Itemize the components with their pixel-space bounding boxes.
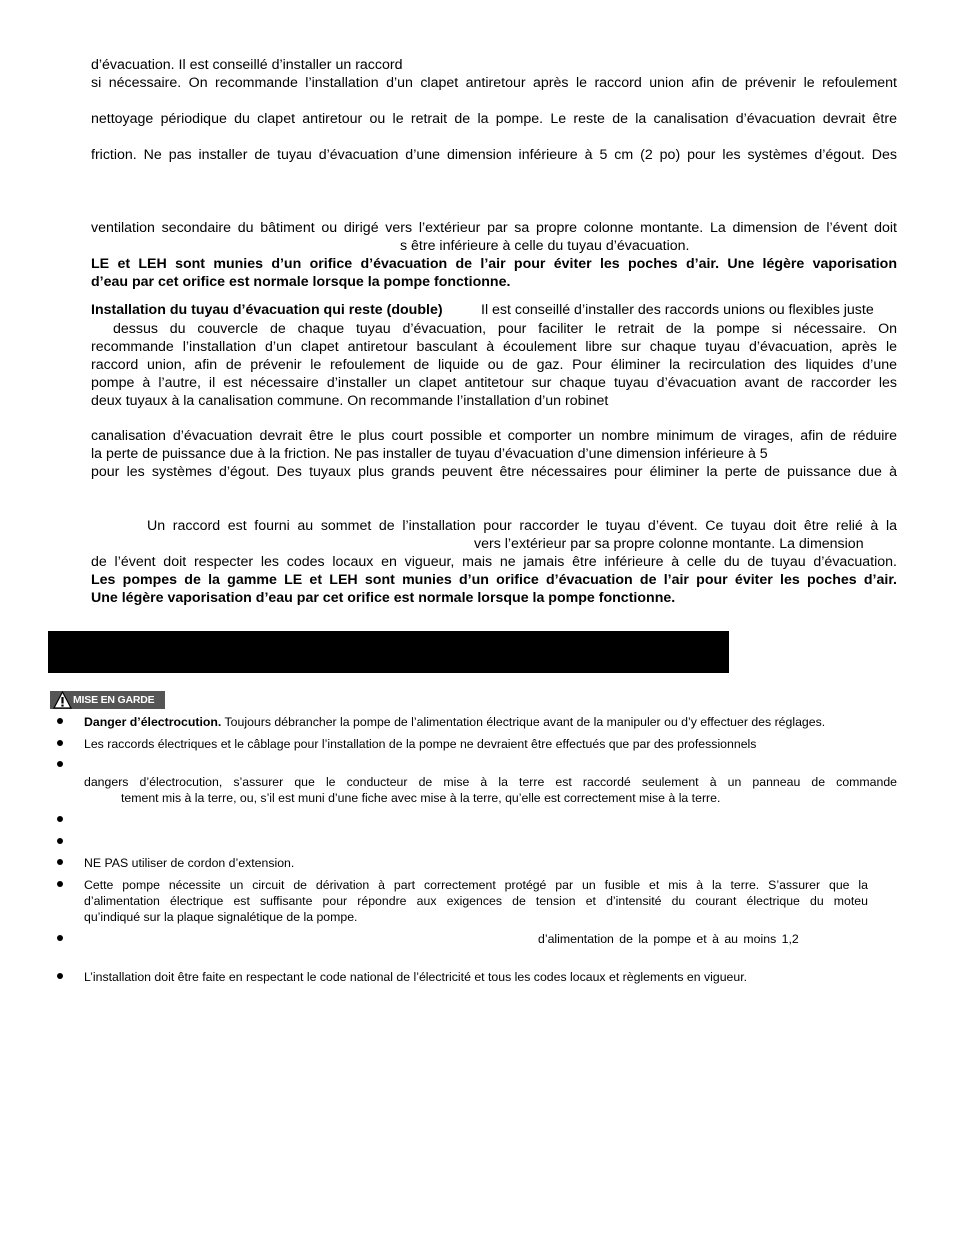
- warning-triangle-icon: [53, 691, 72, 709]
- safety-item-3-line1: dangers d’électrocution, s’assurer que le conducteur de mise à la terre est raccordé seulement à un panneau de commande: [84, 775, 897, 789]
- safety-item-6: NE PAS utiliser de cordon d’extension.: [84, 856, 295, 870]
- bullet-icon: [57, 881, 63, 887]
- bullet-icon: [57, 838, 63, 844]
- para2-line2: dessus du couvercle de chaque tuyau d’évacuation, pour faciliter le retrait de la pompe si nécessaire. On: [113, 321, 897, 337]
- section-header-bar: [48, 631, 729, 673]
- para1-line4: friction. Ne pas installer de tuyau d’évacuation d’une dimension inférieure à 5 cm (2 po) pour les systèmes d’égout. Des: [91, 147, 897, 163]
- para3-bold-line2: Une légère vaporisation d’eau par cet orifice est normale lorsque la pompe fonctionne.: [91, 590, 676, 606]
- bullet-icon: [57, 718, 63, 724]
- para3-line2: vers l’extérieur par sa propre colonne montante. La dimension: [474, 536, 864, 552]
- para2-line9: pour les systèmes d’égout. Des tuyaux plus grands peuvent être nécessaires pour éliminer la perte de puissance due à: [91, 464, 897, 480]
- para3-line3: de l’évent doit respecter les codes locaux en vigueur, mais ne jamais être inférieure à celle du de tuyau d’évacuation.: [91, 554, 897, 570]
- safety-item-9: L’installation doit être faite en respectant le code national de l’électricité et tous les codes locaux et règlements en vigueur.: [84, 970, 748, 984]
- para2-line1-rest: Il est conseillé d’installer des raccords unions ou flexibles juste: [481, 302, 874, 318]
- safety-item-2: Les raccords électriques et le câblage pour l’installation de la pompe ne devraient être effectués que par des professionnels: [84, 737, 757, 751]
- safety-item-7-line2: d’alimentation électrique est suffisante pour répondre aux exigences de tension et d’intensité du courant électrique du moteu: [84, 894, 868, 908]
- para2-line6: deux tuyaux à la canalisation commune. On recommande l’installation d’un robinet: [91, 393, 609, 409]
- para1-bold-line2: d’eau par cet orifice est normale lorsque la pompe fonctionne.: [91, 274, 511, 290]
- para2-line8: la perte de puissance due à la friction. Ne pas installer de tuyau d’évacuation d’une dimension inférieure à 5: [91, 446, 768, 462]
- safety-item-1: [84, 714, 897, 730]
- para2-line7: canalisation d’évacuation devrait être le plus court possible et comporter un nombre minimum de virages, afin de réduire: [91, 428, 897, 444]
- para1-line6: s être inférieure à celle du tuyau d’évacuation.: [400, 238, 690, 254]
- para1-bold-line1: LE et LEH sont munies d’un orifice d’évacuation de l’air pour éviter les poches d’air. Une légère vaporisation: [91, 256, 897, 272]
- para3-line1: Un raccord est fourni au sommet de l’installation pour raccorder le tuyau d’évent. Ce tuyau doit être relié à la: [147, 518, 897, 534]
- warning-label-text: MISE EN GARDE: [73, 694, 155, 706]
- safety-item-7-line3: qu’indiqué sur la plaque signalétique de la pompe.: [84, 910, 358, 924]
- bullet-icon: [57, 761, 63, 767]
- para2-heading: Installation du tuyau d’évacuation qui reste (double): [91, 302, 443, 318]
- para2-line3: recommande l’installation d’un clapet antiretour basculant à écoulement libre sur chaque tuyau d’évacuation, après le: [91, 339, 897, 355]
- safety-item-3-line2: tement mis à la terre, ou, s’il est muni d’une fiche avec mise à la terre, qu’elle est correctement mise à la terre.: [121, 791, 721, 805]
- bullet-icon: [57, 816, 63, 822]
- safety-item-1-text: Toujours débrancher la pompe de l’alimentation électrique avant de la manipuler ou d’y effectuer des réglages.: [221, 715, 826, 729]
- para1-line3: nettoyage périodique du clapet antiretour ou le retrait de la pompe. Le reste de la canalisation d’évacuation devrait être: [91, 111, 897, 127]
- para1-line1: d’évacuation. Il est conseillé d’installer un raccord: [91, 57, 403, 73]
- bullet-icon: [57, 935, 63, 941]
- para2-line4: raccord union, afin de prévenir le refoulement de liquide ou de gaz. Pour éliminer la recirculation des liquides d’une: [91, 357, 897, 373]
- bullet-icon: [57, 859, 63, 865]
- para1-line2: si nécessaire. On recommande l’installation d’un clapet antiretour après le raccord union afin de prévenir le refoulement: [91, 75, 897, 91]
- bullet-icon: [57, 740, 63, 746]
- warning-label: [50, 691, 165, 709]
- safety-item-8-fragment: d’alimentation de la pompe et à au moins 1,2: [538, 932, 799, 946]
- para3-bold-line1: Les pompes de la gamme LE et LEH sont munies d’un orifice d’évacuation de l’air pour éviter les poches d’air.: [91, 572, 897, 588]
- safety-item-7-line1: Cette pompe nécessite un circuit de dérivation à part correctement protégé par un fusible et mis à la terre. S’assurer que la: [84, 878, 868, 892]
- safety-item-1-bold: Danger d’électrocution.: [84, 715, 222, 729]
- bullet-icon: [57, 973, 63, 979]
- para2-line5: pompe à l’autre, il est nécessaire d’installer un clapet antitetour sur chaque tuyau d’évacuation avant de raccorder les: [91, 375, 897, 391]
- para1-line5: ventilation secondaire du bâtiment ou dirigé vers l’extérieur par sa propre colonne montante. La dimension de l’évent doit: [91, 220, 897, 236]
